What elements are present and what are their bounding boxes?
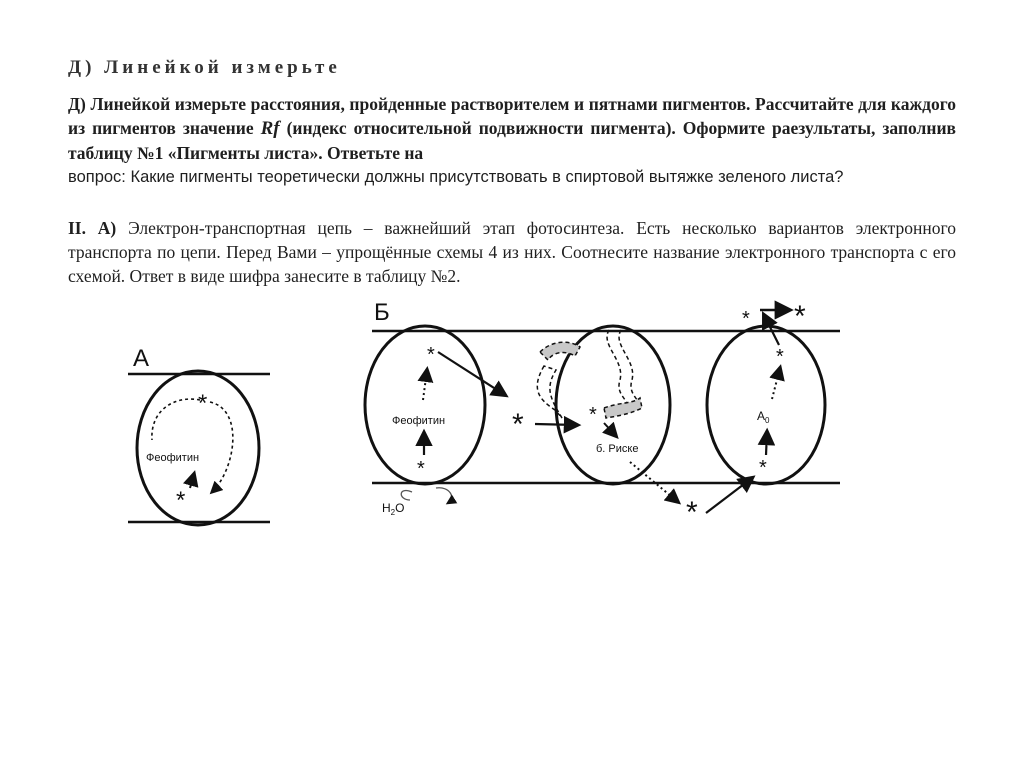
a0-label: $А_0$	[757, 409, 770, 425]
pheophytin-label-a: Феофитин	[146, 452, 200, 464]
arrow-ps1-up	[766, 432, 767, 455]
star-plastocyanin: *	[686, 496, 698, 529]
task-d-text: Линейкой измерьте расстояния, пройденные растворителем и пятнами пигментов. Рассчитайте для каждого из пигментов значение	[68, 94, 956, 138]
task-d-text-2: (индекс относительной подвижности пигмента). Оформите раезультаты, заполнив таблицу №1 «Пигменты листа». Ответьте на	[68, 118, 956, 163]
water-curve-left	[401, 491, 412, 500]
star-ps1-bottom: *	[759, 457, 767, 479]
quinone-shaded-bottom	[604, 398, 642, 418]
star-a-bottom: *	[176, 487, 186, 514]
quinone-cycle-right-2	[619, 330, 639, 408]
star-ps1-exit: *	[742, 308, 750, 330]
task-2a-label: II. А)	[68, 218, 117, 238]
quinone-shaded-top	[540, 342, 580, 360]
rieske-label: б. Риске	[596, 443, 639, 455]
arrow-to-plastoquinone	[438, 352, 505, 395]
star-cytochrome: *	[589, 404, 597, 426]
task-2a-text: Электрон-транспортная цепь – важнейший этап фотосинтеза. Есть несколько вариантов электронного транспорта по цепи. Перед Вами – упрощённые схемы 4 из них. Соотнесите название электронного транспорта с его схемой. Ответ в виде шифра занесите в таблицу №2.	[68, 218, 956, 286]
star-ps2-bottom: *	[417, 458, 425, 480]
photosystem-2	[365, 326, 485, 484]
arrow-to-cytochrome	[535, 424, 577, 425]
star-ps2-top: *	[427, 344, 435, 366]
clipped-text-line: Д) Линейкой измерьте	[68, 57, 341, 78]
rf-symbol: Rf	[260, 118, 280, 139]
dotted-arrow-ps1	[772, 368, 780, 399]
star-final: *	[794, 300, 806, 333]
label-a: А	[133, 345, 150, 372]
label-b: Б	[374, 299, 390, 326]
task-d-label: Д)	[68, 94, 86, 114]
water-curve-right	[436, 488, 452, 503]
quinone-cycle-left	[537, 366, 562, 418]
dotted-arrow-a-right	[210, 402, 233, 492]
pheophytin-label-b: Феофитин	[392, 415, 446, 427]
star-plastoquinone: *	[512, 408, 524, 441]
arrow-to-rieske	[604, 423, 616, 436]
dotted-arrow-ps2	[423, 370, 427, 400]
task-d-question: вопрос: Какие пигменты теоретически должны присутствовать в спиртовой вытяжке зеленого листа?	[68, 168, 844, 186]
quinone-cycle-right-1	[607, 330, 627, 408]
scheme-b	[365, 299, 840, 529]
scheme-a	[128, 345, 270, 525]
water-label: $H_2O$	[382, 501, 405, 517]
arrow-a-up	[190, 474, 194, 488]
star-a-top: *	[198, 390, 208, 417]
star-ps1-top: *	[776, 346, 784, 368]
dotted-arrow-a-left	[152, 399, 200, 440]
